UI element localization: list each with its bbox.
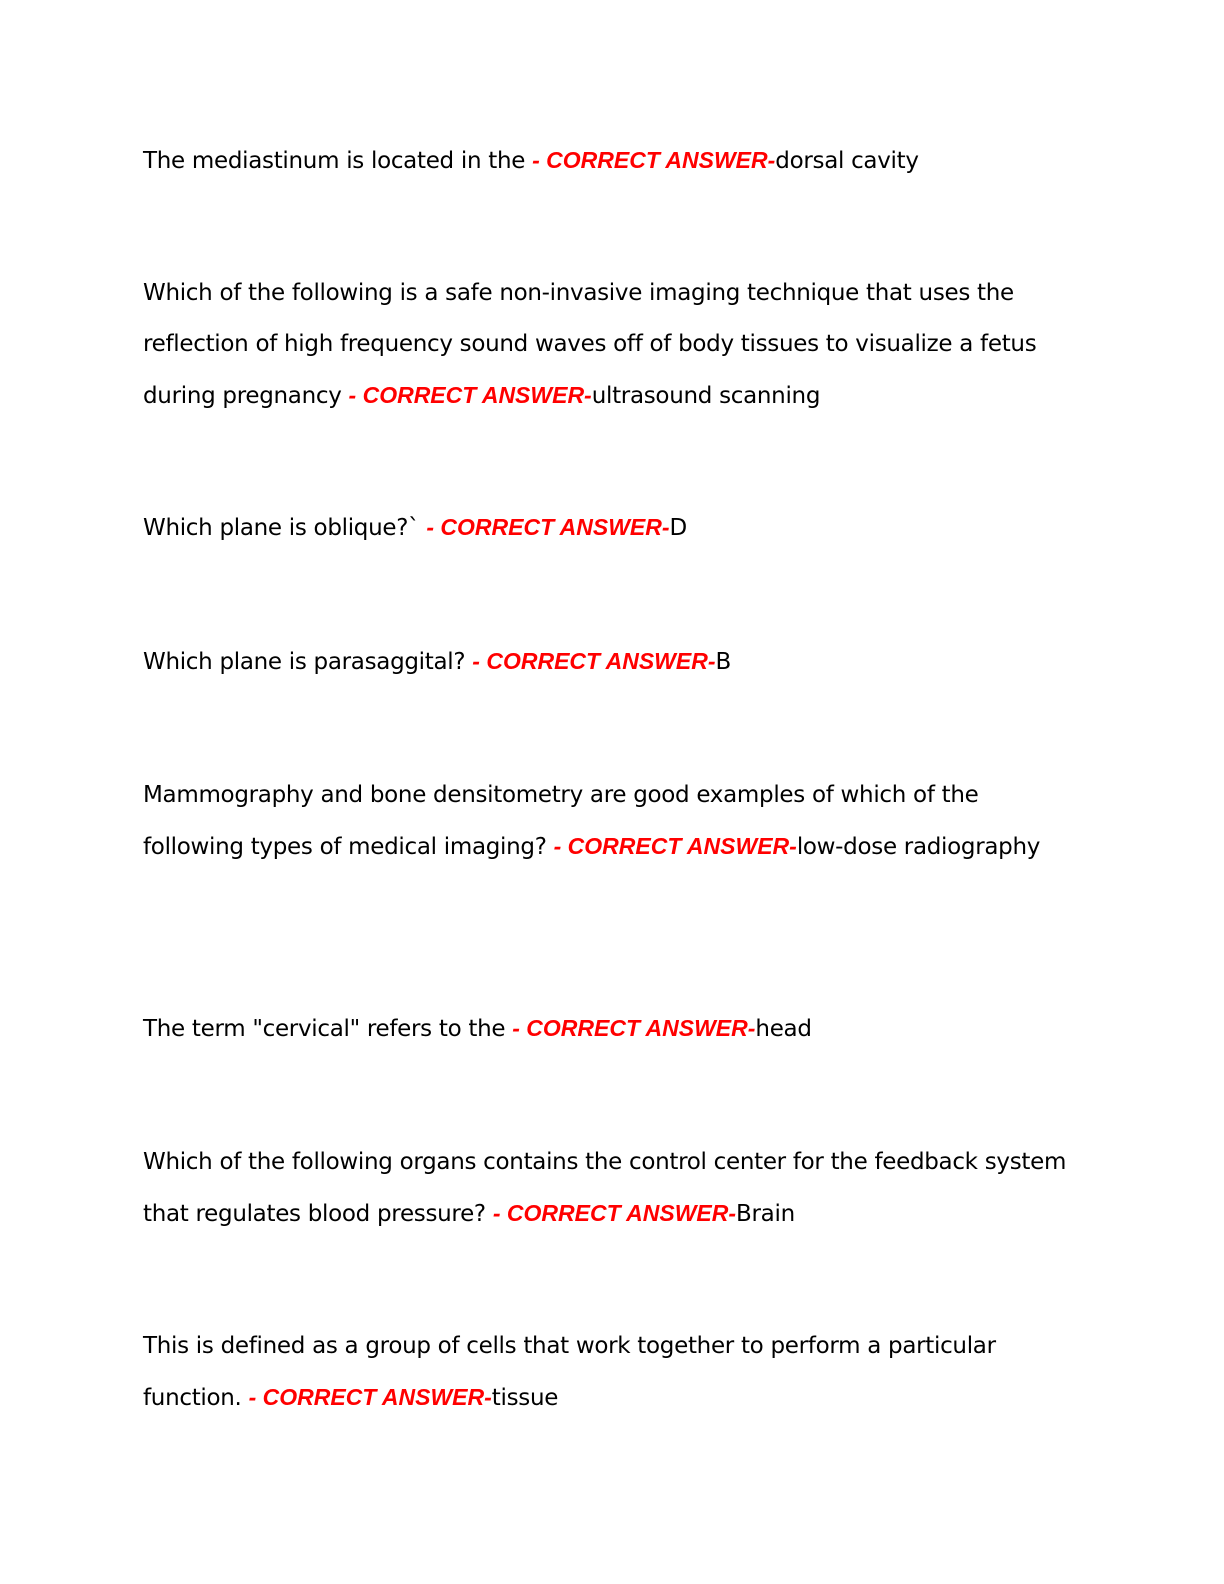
answer-text: dorsal cavity (775, 148, 919, 174)
answer-text: D (669, 515, 687, 541)
qa-item (143, 636, 1083, 688)
answer-text: tissue (491, 1385, 559, 1411)
correct-answer-marker: - CORRECT ANSWER- (492, 1200, 737, 1226)
answer-text: head (755, 1016, 812, 1042)
qa-item (143, 1003, 1083, 1055)
correct-answer-marker: - CORRECT ANSWER- (532, 147, 776, 173)
question-text: Which plane is oblique?` (143, 515, 427, 541)
qa-item (143, 135, 1083, 187)
question-text: Which of the following is a safe non-invasive imaging technique that uses the reflection of high frequency sound waves off of body tissues to visualize a fetus during pregnancy (143, 280, 1037, 409)
answer-text: Brain (736, 1201, 795, 1227)
qa-item (143, 502, 1083, 554)
correct-answer-marker: - CORRECT ANSWER- (248, 1384, 492, 1410)
question-text: This is defined as a group of cells that work together to perform a particular function. (143, 1333, 996, 1411)
answer-text: low-dose radiography (796, 834, 1041, 860)
question-text: Which of the following organs contains the control center for the feedback system that regulates blood pressure? (143, 1149, 1067, 1227)
qa-item (143, 1137, 1083, 1240)
correct-answer-marker: - CORRECT ANSWER- (472, 648, 716, 674)
correct-answer-marker: - CORRECT ANSWER- (512, 1015, 756, 1041)
qa-item (143, 1321, 1083, 1424)
answer-text: B (715, 649, 731, 675)
question-text: The mediastinum is located in the (143, 148, 533, 174)
answer-text: ultrasound scanning (591, 383, 821, 409)
question-text: The term "cervical" refers to the (143, 1016, 513, 1042)
question-text: Mammography and bone densitometry are good examples of which of the following types of medical imaging? (143, 782, 979, 860)
qa-item (143, 770, 1083, 873)
correct-answer-marker: - CORRECT ANSWER- (553, 833, 797, 859)
correct-answer-marker: - CORRECT ANSWER- (426, 514, 670, 540)
question-text: Which plane is parasaggital? (143, 649, 473, 675)
correct-answer-marker: - CORRECT ANSWER- (348, 382, 592, 408)
qa-item (143, 268, 1083, 422)
